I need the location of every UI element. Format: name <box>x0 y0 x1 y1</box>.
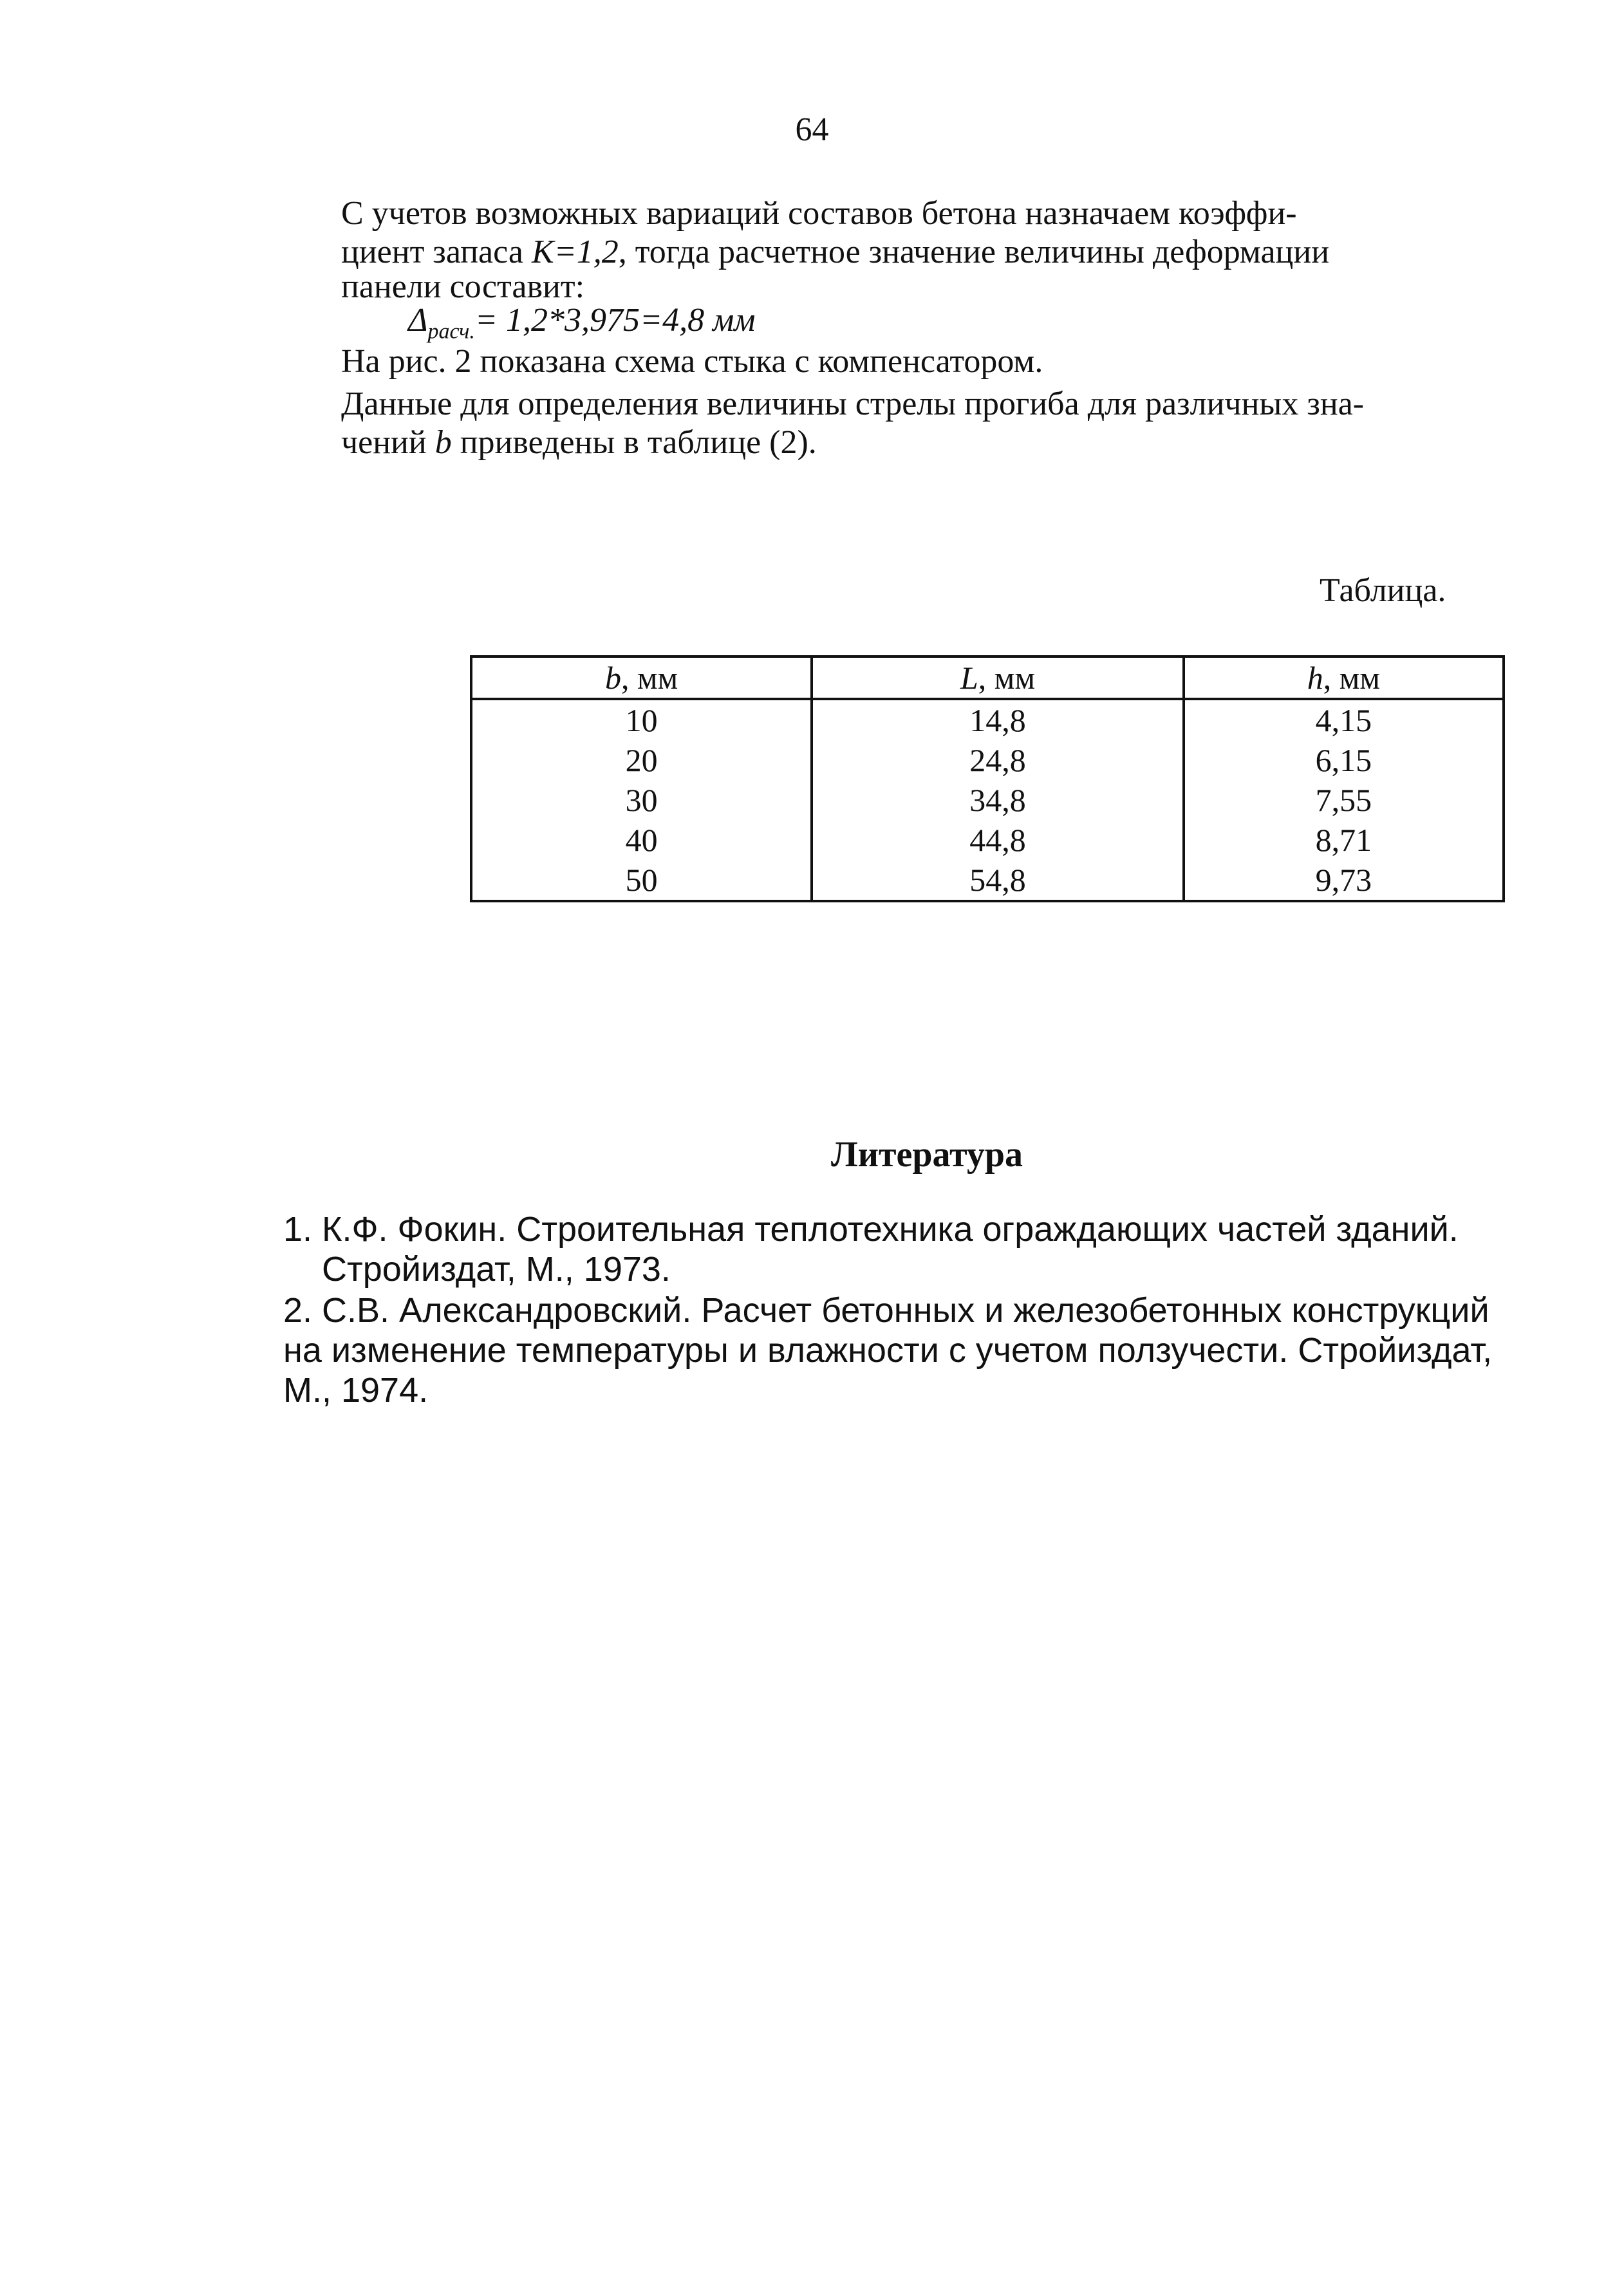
cell-L: 14,8 <box>812 699 1183 740</box>
formula-expression: = 1,2*3,975=4,8 мм <box>474 302 756 339</box>
reference-line: Стройиздат, М., 1973. <box>322 1250 671 1289</box>
cell-h: 8,71 <box>1184 820 1504 860</box>
formula-subscript: расч. <box>427 319 475 344</box>
table-caption: Таблица. <box>1320 572 1446 609</box>
paragraph-line: С учетов возможных вариаций составов бетона назначаем коэффи- <box>341 195 1297 232</box>
delta-symbol: Δ <box>408 302 428 339</box>
reference-line: на изменение температуры и влажности с учетом ползучести. Стройиздат, <box>283 1331 1493 1370</box>
reference-line: 1. К.Ф. Фокин. Строительная теплотехника ограждающих частей зданий. <box>283 1210 1459 1249</box>
table-row <box>471 699 1504 740</box>
paragraph-line: Данные для определения величины стрелы прогиба для различных зна- <box>341 386 1365 422</box>
cell-b: 20 <box>471 740 812 780</box>
paragraph-line <box>341 422 1397 463</box>
table-row <box>471 820 1504 860</box>
table-header-row <box>471 656 1504 699</box>
cell-b: 10 <box>471 699 812 740</box>
cell-h: 4,15 <box>1184 699 1504 740</box>
table-row <box>471 740 1504 780</box>
coefficient-value: K=1,2 <box>531 234 619 270</box>
reference-line: М., 1974. <box>283 1371 429 1410</box>
table-row <box>471 780 1504 820</box>
cell-h: 6,15 <box>1184 740 1504 780</box>
text-fragment: циент запаса <box>341 234 532 270</box>
cell-h: 9,73 <box>1184 860 1504 901</box>
header-L: L, мм <box>812 656 1183 699</box>
cell-L: 54,8 <box>812 860 1183 901</box>
reference-line: 2. С.В. Александровский. Расчет бетонных и железобетонных конструкций <box>283 1291 1489 1330</box>
paragraph-line: На рис. 2 показана схема стыка с компенсатором. <box>341 343 1043 380</box>
data-table <box>470 655 1505 902</box>
cell-L: 44,8 <box>812 820 1183 860</box>
cell-b: 30 <box>471 780 812 820</box>
page-number: 64 <box>795 111 829 148</box>
paragraph-line: панели составит: <box>341 268 585 305</box>
cell-b: 50 <box>471 860 812 901</box>
text-fragment: приведены в таблице (2). <box>451 424 817 461</box>
literature-heading: Литература <box>831 1135 1023 1175</box>
cell-L: 24,8 <box>812 740 1183 780</box>
header-b: b, мм <box>471 656 812 699</box>
text-fragment: чений <box>341 424 435 461</box>
cell-h: 7,55 <box>1184 780 1504 820</box>
cell-L: 34,8 <box>812 780 1183 820</box>
cell-b: 40 <box>471 820 812 860</box>
variable-b: b <box>434 424 452 461</box>
text-fragment: , тогда расчетное значение величины деформации <box>618 234 1330 270</box>
header-h: h, мм <box>1184 656 1504 699</box>
table-row <box>471 860 1504 901</box>
